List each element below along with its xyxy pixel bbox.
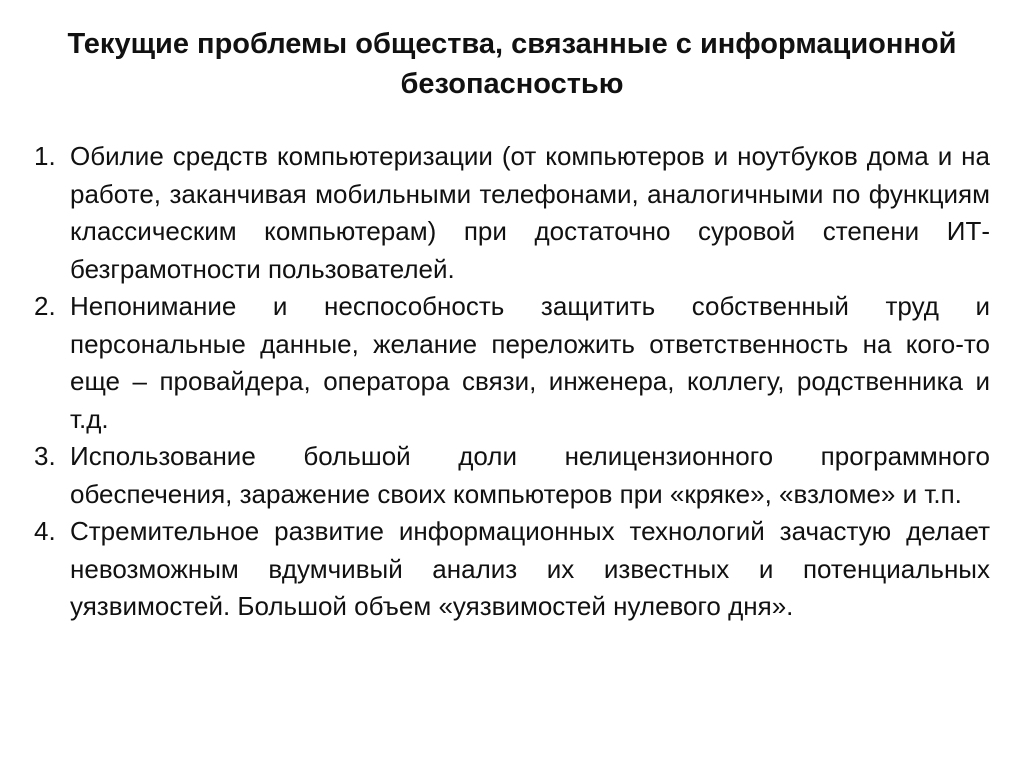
list-item-text: Непонимание и неспособность защитить собственный труд и персональные данные, желание переложить ответственность на кого-то еще – провайдера, оператора связи, инженера, коллегу, родственника и т.д.	[70, 291, 990, 434]
list-item-text: Стремительное развитие информационных технологий зачастую делает невозможным вдумчивый анализ их известных и потенциальных уязвимостей. Большой объем «уязвимостей нулевого дня».	[70, 516, 990, 621]
list-item	[34, 513, 990, 626]
problem-list	[34, 138, 990, 626]
list-item	[34, 138, 990, 288]
list-item-text: Обилие средств компьютеризации (от компьютеров и ноутбуков дома и на работе, заканчивая мобильными телефонами, аналогичными по функциям классическим компьютерам) при достаточно суровой степени ИТ-безграмотности пользователей.	[70, 141, 990, 284]
list-item	[34, 438, 990, 513]
slide-title: Текущие проблемы общества, связанные с информационной безопасностью	[67, 28, 957, 100]
list-item-number: 4.	[34, 516, 56, 546]
list-item-number: 1.	[34, 141, 56, 171]
list-item	[34, 288, 990, 438]
list-item-text: Использование большой доли нелицензионного программного обеспечения, заражение своих компьютеров при «кряке», «взломе» и т.п.	[70, 441, 990, 509]
list-item-number: 2.	[34, 291, 56, 321]
list-item-number: 3.	[34, 441, 56, 471]
